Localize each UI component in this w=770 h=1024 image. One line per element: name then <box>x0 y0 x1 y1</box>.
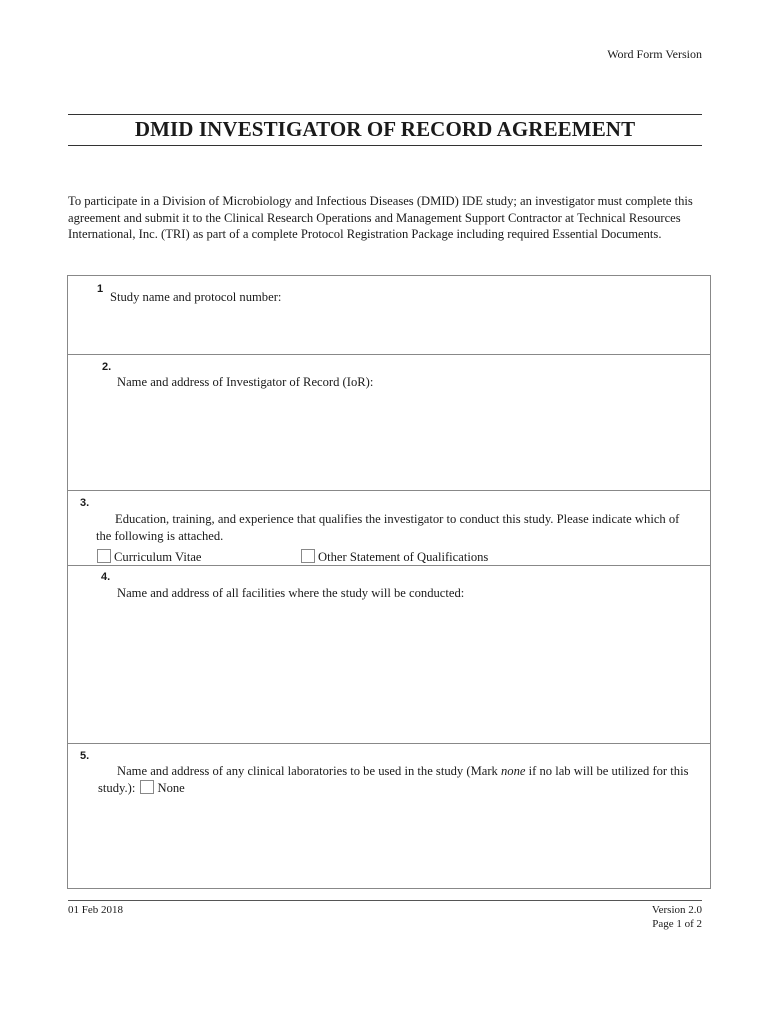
section-2[interactable] <box>68 355 710 491</box>
section-2-number: 2. <box>102 361 112 373</box>
none-emphasis: none <box>501 764 526 778</box>
section-3-label: Education, training, and experience that qualifies the investigator to conduct this study. Please indicate which of the following is attached. <box>96 512 680 543</box>
title-bottom-rule <box>68 145 702 146</box>
footer-date: 01 Feb 2018 <box>68 904 123 916</box>
title-top-rule <box>68 114 702 115</box>
option-curriculum-vitae[interactable] <box>97 549 202 565</box>
none-checkbox[interactable] <box>140 780 154 794</box>
section-2-label: Name and address of Investigator of Record (IoR): <box>117 375 374 389</box>
section-1-number: 1 <box>97 283 104 295</box>
section-4[interactable] <box>68 566 710 744</box>
section-3 <box>68 491 710 566</box>
other-statement-checkbox[interactable] <box>301 549 315 563</box>
intro-paragraph: To participate in a Division of Microbiology and Infectious Diseases (DMID) IDE study; an investigator must complete this agreement and submit it to the Clinical Research Operations and Management Support Contractor at Technical Resources International, Inc. (TRI) as part of a complete Protocol Registration Package including required Essential Documents. <box>68 194 693 242</box>
section-5-number: 5. <box>80 750 90 762</box>
footer-rule <box>68 900 702 901</box>
section-4-label: Name and address of all facilities where the study will be conducted: <box>117 586 465 600</box>
section-5-label: Name and address of any clinical laboratories to be used in the study (Mark none if no lab will be utilized for this study.): None <box>98 764 689 795</box>
section-5 <box>68 744 710 888</box>
option-other-statement[interactable] <box>301 549 488 565</box>
other-statement-label: Other Statement of Qualifications <box>318 550 489 564</box>
cv-checkbox[interactable] <box>97 549 111 563</box>
cv-label: Curriculum Vitae <box>114 550 202 564</box>
form-box <box>67 275 711 889</box>
footer-version-block <box>652 904 702 931</box>
section-1[interactable] <box>68 276 710 355</box>
footer-page-number: Page 1 of 2 <box>652 917 702 930</box>
section-3-number: 3. <box>80 497 90 509</box>
section-1-label: Study name and protocol number: <box>110 290 282 304</box>
section-4-number: 4. <box>101 571 111 583</box>
page-title: DMID INVESTIGATOR OF RECORD AGREEMENT <box>134 117 636 141</box>
none-label: None <box>157 780 185 795</box>
footer-version: Version 2.0 <box>651 904 702 916</box>
form-version-note: Word Form Version <box>607 47 702 61</box>
